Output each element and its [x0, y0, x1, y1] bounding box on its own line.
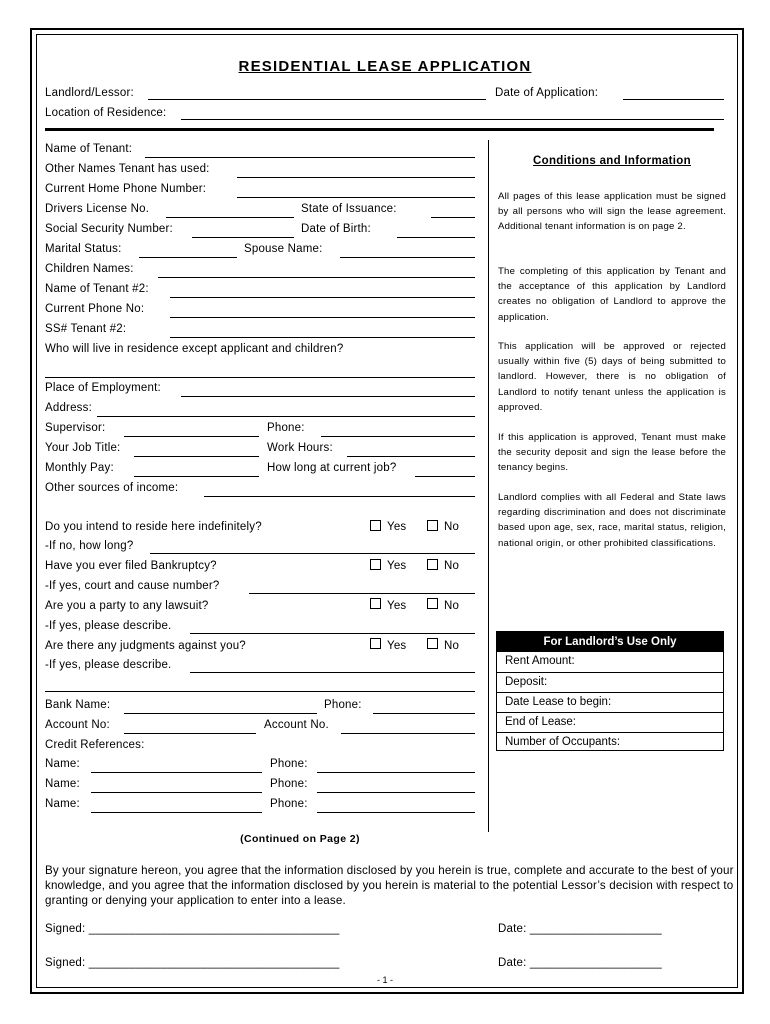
- landlord-use-box: [496, 631, 724, 751]
- account-no-field[interactable]: [124, 733, 256, 734]
- column-divider: [488, 140, 489, 832]
- bankruptcy-label: Have you ever filed Bankruptcy?: [45, 560, 217, 572]
- lawsuit-yes-checkbox[interactable]: [370, 598, 381, 609]
- end-lease-row[interactable]: End of Lease:: [497, 712, 723, 732]
- lawsuit-no-checkbox[interactable]: [427, 598, 438, 609]
- marital-field[interactable]: [139, 257, 237, 258]
- children-label: Children Names:: [45, 263, 134, 275]
- yes-label: Yes: [387, 640, 407, 652]
- bankruptcy-yes-checkbox[interactable]: [370, 559, 381, 570]
- credit-phone-field[interactable]: [317, 772, 475, 773]
- ssn-field[interactable]: [192, 237, 294, 238]
- signed-line-1[interactable]: Signed: ______________________________________: [45, 923, 340, 935]
- date-line-1[interactable]: Date: ____________________: [498, 923, 662, 935]
- court-cause-field[interactable]: [249, 593, 475, 594]
- employment-place-field[interactable]: [181, 396, 475, 397]
- date-line-2[interactable]: Date: ____________________: [498, 957, 662, 969]
- children-field[interactable]: [158, 277, 475, 278]
- account-no2-label: Account No.: [264, 719, 329, 731]
- current-phone-label: Current Phone No:: [45, 303, 145, 315]
- reside-yes-checkbox[interactable]: [370, 520, 381, 531]
- how-long-sub-field[interactable]: [150, 553, 475, 554]
- credit-phone-field[interactable]: [317, 792, 475, 793]
- other-names-label: Other Names Tenant has used:: [45, 163, 210, 175]
- judgments-label: Are there any judgments against you?: [45, 640, 246, 652]
- no-label: No: [444, 560, 460, 572]
- landlord-use-heading: For Landlord’s Use Only: [497, 632, 723, 652]
- how-long-label: How long at current job?: [267, 462, 397, 474]
- home-phone-label: Current Home Phone Number:: [45, 183, 207, 195]
- monthly-pay-label: Monthly Pay:: [45, 462, 114, 474]
- monthly-pay-field[interactable]: [134, 476, 259, 477]
- deposit-row[interactable]: Deposit:: [497, 672, 723, 692]
- date-begin-row[interactable]: Date Lease to begin:: [497, 692, 723, 712]
- rent-amount-row[interactable]: Rent Amount:: [505, 655, 575, 667]
- occupants-row[interactable]: Number of Occupants:: [497, 732, 723, 752]
- home-phone-field[interactable]: [237, 197, 475, 198]
- judgments-describe-label: -If yes, please describe.: [45, 659, 172, 671]
- how-long-sub-label: -If no, how long?: [45, 540, 134, 552]
- judgments-describe-field[interactable]: [190, 672, 475, 673]
- court-cause-label: -If yes, court and cause number?: [45, 580, 220, 592]
- yes-label: Yes: [387, 521, 407, 533]
- employment-phone-label: Phone:: [267, 422, 305, 434]
- credit-phone-label: Phone:: [270, 798, 308, 810]
- tenant-name-field[interactable]: [145, 157, 475, 158]
- employment-address-field[interactable]: [97, 416, 475, 417]
- lawsuit-describe-label: -If yes, please describe.: [45, 620, 172, 632]
- lawsuit-label: Are you a party to any lawsuit?: [45, 600, 209, 612]
- employment-phone-field[interactable]: [321, 436, 475, 437]
- reside-indefinitely-label: Do you intend to reside here indefinitely?: [45, 521, 262, 533]
- credit-references-label: Credit References:: [45, 739, 145, 751]
- work-hours-field[interactable]: [347, 456, 475, 457]
- credit-name-field[interactable]: [91, 812, 262, 813]
- account-no2-field[interactable]: [341, 733, 475, 734]
- account-no-label: Account No:: [45, 719, 110, 731]
- location-label: Location of Residence:: [45, 107, 167, 119]
- work-hours-label: Work Hours:: [267, 442, 333, 454]
- supervisor-field[interactable]: [124, 436, 259, 437]
- location-field[interactable]: [181, 119, 724, 120]
- state-issuance-field[interactable]: [431, 217, 475, 218]
- ssn-label: Social Security Number:: [45, 223, 173, 235]
- form-title: RESIDENTIAL LEASE APPLICATION: [238, 58, 532, 75]
- credit-name-label: Name:: [45, 758, 80, 770]
- state-issuance-label: State of Issuance:: [301, 203, 397, 215]
- credit-name-field[interactable]: [91, 792, 262, 793]
- credit-name-field[interactable]: [91, 772, 262, 773]
- judgments-yes-checkbox[interactable]: [370, 638, 381, 649]
- page-number: - 1 -: [376, 975, 393, 985]
- bank-phone-label: Phone:: [324, 699, 362, 711]
- marital-label: Marital Status:: [45, 243, 122, 255]
- employment-place-label: Place of Employment:: [45, 382, 161, 394]
- signed-line-2[interactable]: Signed: ______________________________________: [45, 957, 340, 969]
- reside-no-checkbox[interactable]: [427, 520, 438, 531]
- judgments-describe-field-2[interactable]: [45, 691, 475, 692]
- ssn2-field[interactable]: [170, 337, 475, 338]
- yes-label: Yes: [387, 600, 407, 612]
- bankruptcy-no-checkbox[interactable]: [427, 559, 438, 570]
- conditions-paragraph-4: If this application is approved, Tenant must make the security deposit and sign the lease before the tenancy begins.: [498, 432, 726, 474]
- no-label: No: [444, 600, 460, 612]
- tenant2-name-field[interactable]: [170, 297, 475, 298]
- current-phone-field[interactable]: [170, 317, 475, 318]
- header-divider: [45, 128, 714, 131]
- spouse-field[interactable]: [340, 257, 475, 258]
- job-title-field[interactable]: [134, 456, 259, 457]
- dob-label: Date of Birth:: [301, 223, 371, 235]
- landlord-label: Landlord/Lessor:: [45, 87, 134, 99]
- other-income-field[interactable]: [204, 496, 475, 497]
- judgments-no-checkbox[interactable]: [427, 638, 438, 649]
- other-names-field[interactable]: [237, 177, 475, 178]
- yes-label: Yes: [387, 560, 407, 572]
- date-application-field[interactable]: [623, 99, 724, 100]
- credit-phone-label: Phone:: [270, 758, 308, 770]
- conditions-paragraph-1: All pages of this lease application must be signed by all persons who will sign the lease agreement. Additional tenant information is on page 2.: [498, 191, 726, 233]
- who-lives-label: Who will live in residence except applicant and children?: [45, 343, 344, 355]
- credit-phone-field[interactable]: [317, 812, 475, 813]
- bank-name-field[interactable]: [124, 713, 317, 714]
- conditions-paragraph-3: This application will be approved or rejected usually within five (5) days of being submitted to landlord. However, there is no obligation of Landlord to notify tenant unless the application is approved.: [498, 341, 726, 413]
- bank-phone-field[interactable]: [373, 713, 475, 714]
- who-lives-field[interactable]: [45, 377, 475, 378]
- no-label: No: [444, 521, 460, 533]
- tenant2-name-label: Name of Tenant #2:: [45, 283, 149, 295]
- conditions-paragraph-2: The completing of this application by Tenant and the acceptance of this application by Landlord creates no obligation of Landlord to approve the application.: [498, 266, 726, 323]
- lawsuit-describe-field[interactable]: [190, 633, 475, 634]
- how-long-field[interactable]: [415, 476, 475, 477]
- spouse-label: Spouse Name:: [244, 243, 323, 255]
- conditions-heading: Conditions and Information: [533, 155, 691, 167]
- drivers-license-field[interactable]: [166, 217, 294, 218]
- landlord-field[interactable]: [148, 99, 486, 100]
- drivers-license-label: Drivers License No.: [45, 203, 150, 215]
- tenant-name-label: Name of Tenant:: [45, 143, 133, 155]
- conditions-paragraph-5: Landlord complies with all Federal and State laws regarding discrimination and does not discriminate based upon age, sex, race, marital status, religion, national origin, or other prohibited classifications.: [498, 492, 726, 549]
- continued-note: (Continued on Page 2): [240, 833, 360, 845]
- job-title-label: Your Job Title:: [45, 442, 121, 454]
- employment-address-label: Address:: [45, 402, 92, 414]
- date-application-label: Date of Application:: [495, 87, 599, 99]
- credit-phone-label: Phone:: [270, 778, 308, 790]
- no-label: No: [444, 640, 460, 652]
- dob-field[interactable]: [397, 237, 475, 238]
- ssn2-label: SS# Tenant #2:: [45, 323, 127, 335]
- credit-name-label: Name:: [45, 778, 80, 790]
- bank-name-label: Bank Name:: [45, 699, 111, 711]
- agreement-paragraph: By your signature hereon, you agree that the information disclosed by you herein is true, complete and accurate to the best of your knowledge, and you agree that the information disclosed by you herein is material to the potential Lessor’s decision with respect to granting or denying your application to enter into a lease.: [45, 864, 734, 907]
- supervisor-label: Supervisor:: [45, 422, 106, 434]
- other-income-label: Other sources of income:: [45, 482, 179, 494]
- credit-name-label: Name:: [45, 798, 80, 810]
